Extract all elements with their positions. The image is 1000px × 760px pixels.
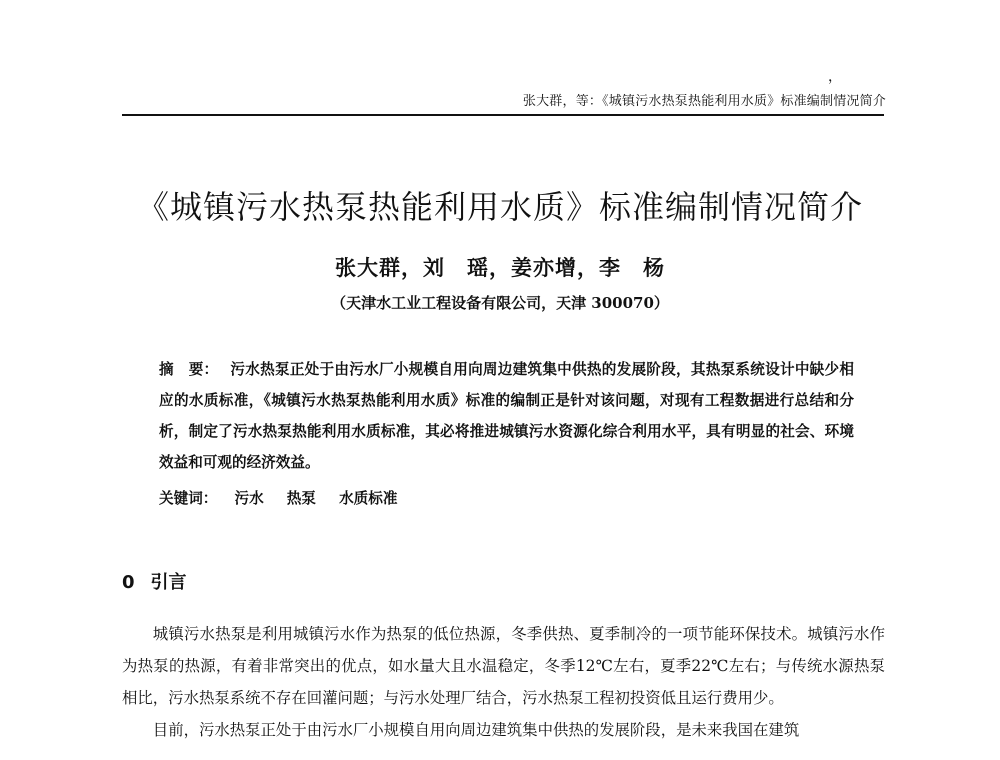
article-title: 《城镇污水热泵热能利用水质》标准编制情况简介 <box>136 188 863 226</box>
header-mark: ， <box>828 69 842 85</box>
running-header: 张大群，等：《城镇污水热泵热能利用水质》标准编制情况简介 <box>522 94 886 109</box>
article-authors: 张大群，刘 瑶，姜亦增，李 杨 <box>335 255 665 280</box>
keyword: 污水 <box>234 490 264 507</box>
keywords-label: 关键词： <box>159 490 218 507</box>
abstract-text: 污水热泵正处于由污水厂小规模自用向周边建筑集中供热的发展阶段，其热泵系统设计中缺少相应的水质标准，《城镇污水热泵热能利用水质》标准的编制正是针对该问题，对现有工程数据进行总结和分析，制定了污水热泵热能利用水质标准，其必将推进城镇污水资源化综合利用水平，具有明显的社会、环境效益和可观的经济效益。 <box>159 361 854 471</box>
keyword: 水质标准 <box>339 490 398 507</box>
section-title: 引言 <box>150 572 187 593</box>
section-number: 0 <box>122 572 135 593</box>
body-paragraph: 目前，污水热泵正处于由污水厂小规模自用向周边建筑集中供热的发展阶段，是未来我国在建筑 <box>152 721 800 739</box>
keywords <box>159 487 415 508</box>
body-paragraph: 城镇污水热泵是利用城镇污水作为热泵的低位热源，冬季供热、夏季制冷的一项节能环保技术。城镇污水作为热泵的热源，有着非常突出的优点，如水量大且水温稳定，冬季12℃左右，夏季22℃左右；与传统水源热泵相比，污水热泵系统不存在回灌问题；与污水处理厂结合，污水热泵工程初投资低且运行费用少。 <box>122 625 885 707</box>
article-affiliation: （天津水工业工程设备有限公司，天津 300070） <box>331 294 669 312</box>
abstract-label: 摘 要： <box>159 361 219 378</box>
header-rule <box>122 114 884 116</box>
abstract <box>159 354 854 478</box>
section-heading <box>122 568 187 594</box>
keyword: 热泵 <box>286 490 316 507</box>
body-text <box>122 618 885 746</box>
